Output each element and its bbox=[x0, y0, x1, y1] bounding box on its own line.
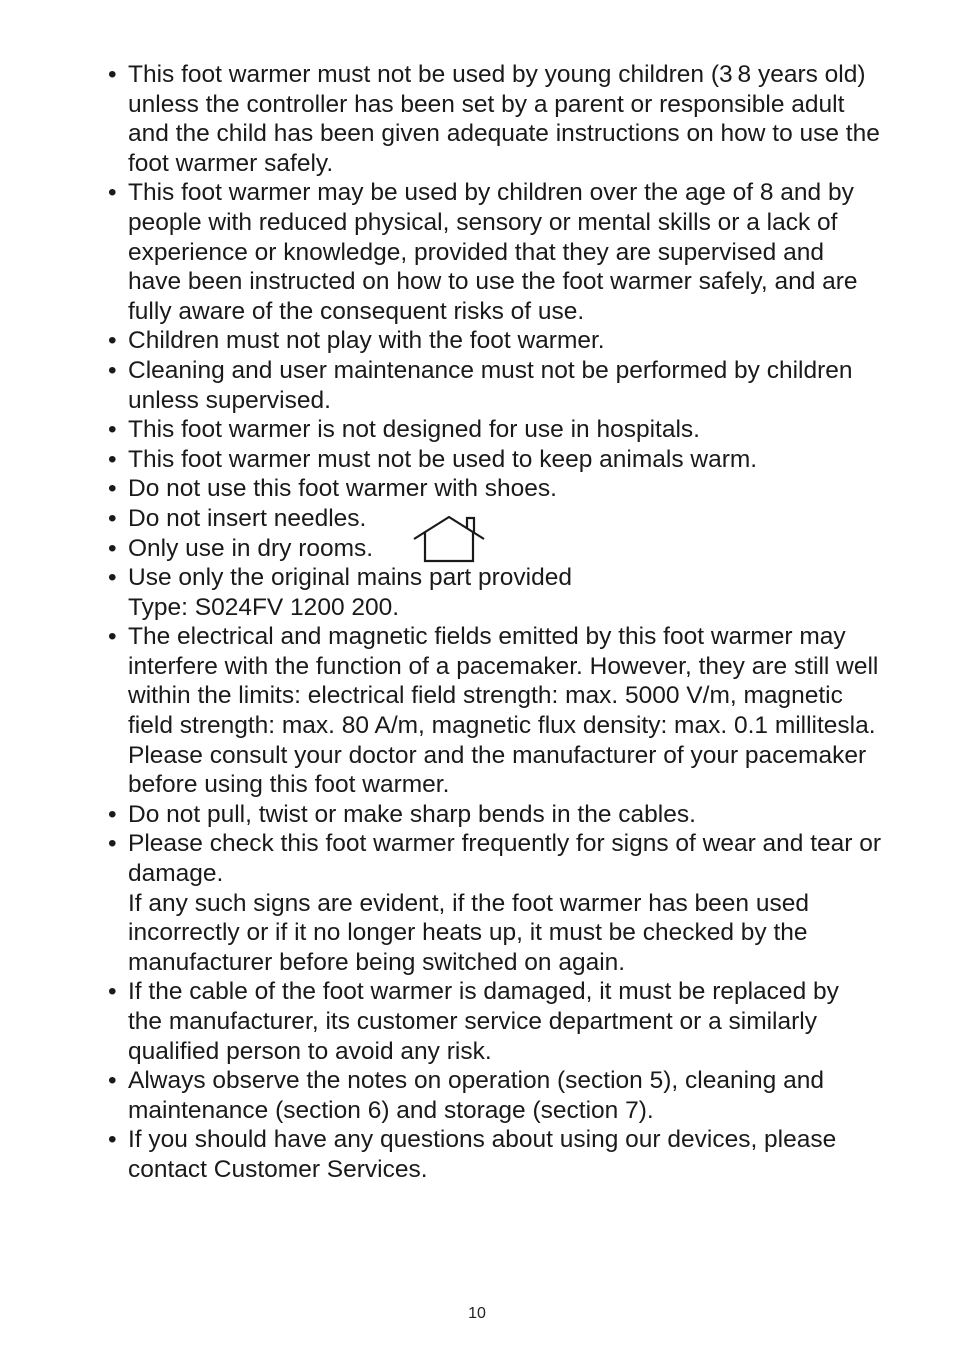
bullet-item bbox=[108, 474, 898, 504]
bullet-text-line: • This foot warmer must not be used to keep animals warm. bbox=[128, 445, 758, 473]
bullet-item bbox=[108, 1125, 898, 1184]
bullet-text-line: • Do not use this foot warmer with shoes. bbox=[128, 475, 557, 503]
bullet-text-line: • Please check this foot warmer frequently for signs of wear and tear or bbox=[128, 830, 882, 858]
bullet-text-line: maintenance (section 6) and storage (section 7). bbox=[128, 1096, 654, 1124]
bullet-text-line: • Do not pull, twist or make sharp bends in the cables. bbox=[128, 800, 696, 828]
bullet-item bbox=[108, 60, 898, 178]
bullet-text-line: • Only use in dry rooms. bbox=[128, 534, 374, 562]
bullet-text-line: people with reduced physical, sensory or mental skills or a lack of bbox=[128, 208, 838, 236]
bullet-text-line: unless supervised. bbox=[128, 386, 331, 414]
bullet-item bbox=[108, 977, 898, 1066]
bullet-item bbox=[108, 178, 898, 326]
bullet-item bbox=[108, 563, 898, 622]
bullet-item bbox=[108, 534, 898, 564]
bullet-text-line: • Cleaning and user maintenance must not be performed by children bbox=[128, 356, 853, 384]
safety-notes bbox=[108, 60, 898, 1185]
bullet-item bbox=[108, 829, 898, 977]
bullet-text-line: • Children must not play with the foot warmer. bbox=[128, 327, 605, 355]
bullet-text-line: within the limits: electrical field strength: max. 5000 V/m, magnetic bbox=[128, 682, 843, 710]
bullet-text-line: qualified person to avoid any risk. bbox=[128, 1037, 492, 1065]
bullet-text-line: • Use only the original mains part provided bbox=[128, 564, 572, 592]
bullet-text-line: Type: S024FV 1200 200. bbox=[128, 593, 400, 621]
bullet-text-line: • Do not insert needles. bbox=[128, 504, 367, 532]
bullet-text-line: • This foot warmer must not be used by young children (3 8 years old) bbox=[128, 61, 866, 88]
bullet-text-line: • This foot warmer may be used by children over the age of 8 and by bbox=[128, 179, 854, 207]
bullet-text-line: • Always observe the notes on operation (section 5), cleaning and bbox=[128, 1067, 824, 1095]
bullet-text-line: have been instructed on how to use the foot warmer safely, and are bbox=[128, 268, 858, 296]
bullet-text-line: unless the controller has been set by a parent or responsible adult bbox=[128, 90, 845, 118]
page-number: 10 bbox=[468, 1305, 486, 1322]
bullet-item bbox=[108, 800, 898, 830]
bullet-item bbox=[108, 356, 898, 415]
bullet-list bbox=[108, 60, 898, 1185]
bullet-item bbox=[108, 415, 898, 445]
bullet-text-line: manufacturer before being switched on again. bbox=[128, 948, 626, 976]
bullet-item bbox=[108, 1066, 898, 1125]
bullet-text-line: before using this foot warmer. bbox=[128, 771, 450, 799]
bullet-item bbox=[108, 326, 898, 356]
bullet-item bbox=[108, 445, 898, 475]
bullet-text-line: • If you should have any questions about using our devices, please bbox=[128, 1126, 837, 1154]
bullet-text-line: • The electrical and magnetic fields emitted by this foot warmer may bbox=[128, 623, 846, 651]
bullet-item bbox=[108, 622, 898, 800]
bullet-text-line: experience or knowledge, provided that they are supervised and bbox=[128, 238, 824, 266]
bullet-text-line: • If the cable of the foot warmer is damaged, it must be replaced by bbox=[128, 978, 839, 1006]
bullet-text-line: If any such signs are evident, if the foot warmer has been used bbox=[128, 889, 809, 917]
bullet-text-line: contact Customer Services. bbox=[128, 1155, 428, 1183]
house-icon bbox=[412, 515, 486, 563]
bullet-text-line: foot warmer safely. bbox=[128, 149, 334, 177]
bullet-text-line: and the child has been given adequate instructions on how to use the bbox=[128, 120, 880, 148]
bullet-text-line: Please consult your doctor and the manufacturer of your pacemaker bbox=[128, 741, 867, 769]
bullet-text-line: fully aware of the consequent risks of use. bbox=[128, 297, 585, 325]
bullet-text-line: • This foot warmer is not designed for use in hospitals. bbox=[128, 416, 700, 444]
bullet-text-line: damage. bbox=[128, 860, 224, 888]
bullet-text-line: incorrectly or if it no longer heats up, it must be checked by the bbox=[128, 919, 808, 947]
bullet-item bbox=[108, 504, 898, 534]
bullet-text-line: field strength: max. 80 A/m, magnetic flux density: max. 0.1 millitesla. bbox=[128, 712, 876, 740]
bullet-text-line: interfere with the function of a pacemaker. However, they are still well bbox=[128, 652, 879, 680]
bullet-text-line: the manufacturer, its customer service department or a similarly bbox=[128, 1008, 817, 1035]
